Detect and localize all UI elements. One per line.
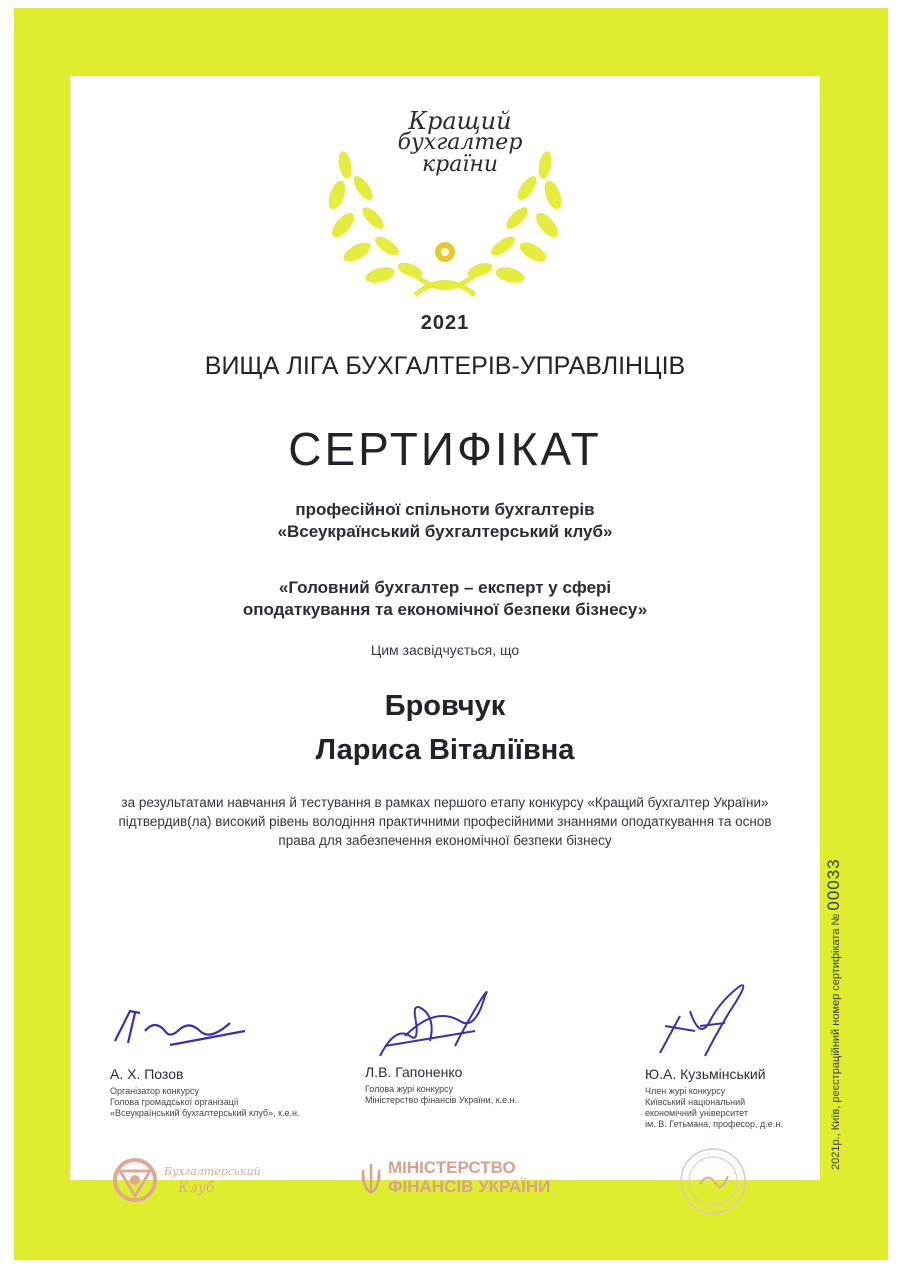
certificate-number: 00033 xyxy=(824,858,843,911)
signer-3-name: Ю.А. Кузьмінський xyxy=(645,1066,766,1082)
emblem-line-3: країни xyxy=(421,152,499,177)
signer-3-role-2: Київський національний xyxy=(645,1097,746,1107)
signature-3-icon xyxy=(645,981,755,1061)
university-seal-icon xyxy=(678,1146,748,1216)
emblem-script-text xyxy=(385,107,535,177)
ministry-line-2: ФІНАНСІВ УКРАЇНИ xyxy=(388,1177,551,1196)
certificate-body: за результатами навчання й тестування в рамках першого етапу конкурсу «Кращий бухгалтер України» підтвердив(ла) високий рівень володіння практичними професійними знаннями оподаткування та основ права для забезпечення економічної безпеки бізнесу xyxy=(118,795,772,848)
recipient-given-name: Лариса Віталіївна xyxy=(315,734,575,766)
signer-2-role-1: Голова журі конкурсу xyxy=(365,1084,454,1094)
signer-3 xyxy=(645,981,825,1130)
laurel-emblem xyxy=(325,100,565,315)
signature-2-icon xyxy=(365,986,505,1061)
club-logo xyxy=(110,1156,261,1209)
recipient-name xyxy=(70,684,820,772)
program-block xyxy=(70,577,820,621)
signer-2-name: Л.В. Гапоненко xyxy=(365,1064,463,1080)
signer-2 xyxy=(365,986,585,1106)
signature-1-icon xyxy=(110,1001,250,1051)
community-block xyxy=(70,499,820,543)
signer-3-role-3: економічний університет xyxy=(645,1108,748,1118)
university-seal xyxy=(678,1146,748,1221)
trident-icon xyxy=(360,1162,382,1198)
certificate-sheet xyxy=(70,76,820,1196)
signer-1-role-2: Голова громадської організації xyxy=(110,1097,239,1107)
club-logo-icon xyxy=(110,1156,160,1204)
ministry-line-1: МІНІСТЕРСТВО xyxy=(388,1158,516,1177)
certify-text: Цим засвідчується, що xyxy=(370,642,520,658)
community-line-1: професійної спільноти бухгалтерів xyxy=(295,500,595,519)
club-logo-text-2: Клуб xyxy=(178,1180,215,1196)
signer-1 xyxy=(110,1001,330,1119)
signer-3-role-1: Член журі конкурсу xyxy=(645,1086,726,1096)
signer-2-role-2: Міністерство фінансів України, к.е.н. xyxy=(365,1095,518,1105)
league-heading: ВИЩА ЛІГА БУХГАЛТЕРІВ-УПРАВЛІНЦІВ xyxy=(204,352,686,380)
recipient-surname: Бровчук xyxy=(384,690,506,722)
community-line-2: «Всеукраїнський бухгалтерський клуб» xyxy=(277,522,613,541)
program-line-1: «Головний бухгалтер – експерт у сфері xyxy=(278,578,612,597)
certificate-title: СЕРТИФІКАТ xyxy=(288,423,602,475)
signer-1-name: А. Х. Позов xyxy=(110,1066,184,1082)
competition-year: 2021 xyxy=(420,312,470,334)
signer-1-role-1: Організатор конкурсу xyxy=(110,1086,199,1096)
signer-3-role-4: ім. В. Гетьмана, професор, д.е.н. xyxy=(645,1119,783,1129)
registration-block xyxy=(820,840,850,1170)
club-logo-text-1: Бухгалтерський xyxy=(164,1165,261,1178)
emblem-line-1: Кращий xyxy=(408,107,512,135)
signer-1-role-3: «Всеукраїнський бухгалтерський клуб», к.е.н. xyxy=(110,1108,300,1118)
ministry-logo xyxy=(360,1158,550,1196)
registration-text: 2021р., Київ, реєстраційний номер сертифіката № xyxy=(830,913,842,1170)
program-line-2: оподаткування та економічної безпеки бізнесу» xyxy=(242,600,648,619)
emblem-line-2: бухгалтер xyxy=(397,130,523,155)
